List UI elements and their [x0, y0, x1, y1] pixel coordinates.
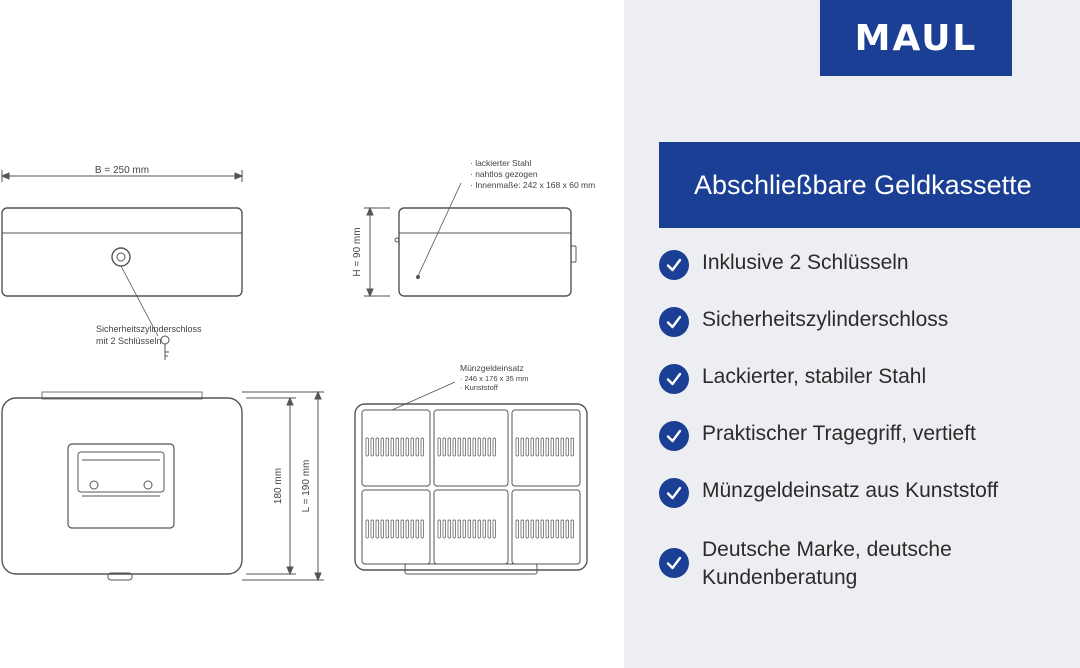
height-dimension-label: H = 90 mm: [352, 227, 363, 277]
feature-item: [659, 420, 1069, 451]
feature-text: Sicherheitszylinderschloss: [702, 308, 949, 331]
lock-note-line-2: mit 2 Schlüsseln: [96, 336, 162, 346]
feature-text: Inklusive 2 Schlüsseln: [702, 251, 909, 274]
side-view: [399, 208, 571, 296]
feature-item: [659, 477, 1069, 508]
check-icon: [659, 250, 689, 280]
top-view: [2, 398, 242, 574]
insert-note-line-2: · 246 x 176 x 35 mm: [460, 374, 529, 383]
feature-item: [659, 363, 1069, 394]
feature-item: [659, 306, 1069, 337]
front-view: [2, 208, 242, 296]
feature-text: Deutsche Marke, deutsche Kundenberatung: [702, 538, 952, 589]
feature-text: Münzgeldeinsatz aus Kunststoff: [702, 479, 999, 502]
feature-text: Lackierter, stabiler Stahl: [702, 365, 927, 388]
lock-cylinder: [112, 248, 130, 266]
length-dimension-label: L = 190 mm: [301, 459, 312, 513]
info-panel: [624, 0, 1080, 668]
coin-insert-view: [355, 404, 587, 574]
check-icon: [659, 307, 689, 337]
feature-item: [659, 249, 1069, 280]
width-dimension-label: B = 250 mm: [94, 165, 150, 176]
check-icon: [659, 548, 689, 578]
lock-note-line-1: Sicherheitszylinderschloss: [96, 324, 202, 334]
title-banner: [659, 142, 1080, 228]
feature-item: [659, 536, 1069, 592]
logo-text: MAUL: [854, 17, 978, 59]
material-note-line-1: · lackierter Stahl: [470, 158, 532, 168]
check-icon: [659, 364, 689, 394]
material-note-line-2: · nahtlos gezogen: [470, 169, 538, 179]
inner-length-label: 180 mm: [273, 467, 284, 505]
brand-logo: [820, 0, 1012, 76]
insert-note-line-3: · Kunststoff: [460, 383, 498, 392]
product-title: Abschließbare Geldkassette: [694, 169, 1032, 200]
handle-recess: [68, 444, 174, 528]
feature-text: Praktischer Tragegriff, vertieft: [702, 422, 976, 445]
check-icon: [659, 421, 689, 451]
coin-slots: [366, 438, 574, 538]
key-icon: [161, 336, 169, 360]
material-note-line-3: · Innenmaße: 242 x 168 x 60 mm: [470, 180, 596, 190]
insert-note-line-1: Münzgeldeinsatz: [460, 363, 524, 373]
check-icon: [659, 478, 689, 508]
